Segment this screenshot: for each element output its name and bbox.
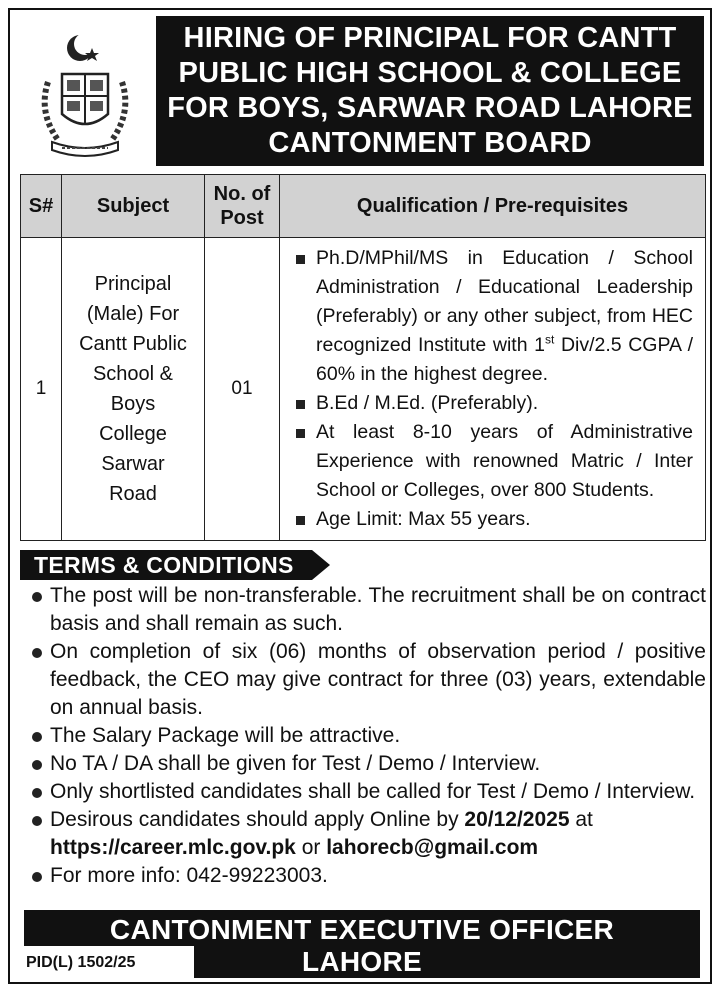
advertisement [8, 8, 712, 984]
email-link[interactable]: lahorecb@gmail.com [326, 836, 539, 859]
subject-line: Sarwar [101, 453, 165, 475]
term-item: For more info: 042-99223003. [30, 862, 706, 890]
qualification-item: Age Limit: Max 55 years. [294, 505, 693, 534]
subject-line: Cantt Public [79, 333, 187, 355]
header-posts-line2: Post [220, 207, 264, 229]
subject-line: Boys [110, 393, 156, 415]
qualification-item: At least 8-10 years of Administrative Experience with renowned Matric / Inter School or Colleges, over 800 Students. [294, 418, 693, 505]
header-posts [205, 175, 280, 238]
title-line: PUBLIC HIGH SCHOOL & COLLEGE [178, 57, 682, 89]
header [10, 10, 710, 170]
header-sn: S# [21, 175, 62, 238]
pid-box [24, 946, 194, 978]
subject-line: (Male) For [86, 303, 180, 325]
terms-list [30, 582, 706, 890]
header-subject: Subject [62, 175, 205, 238]
title-line: HIRING OF PRINCIPAL FOR CANTT [183, 22, 677, 54]
apply-url-link[interactable]: https://career.mlc.gov.pk [50, 836, 296, 859]
subject-line: College [99, 423, 167, 445]
terms-heading [20, 550, 330, 580]
qualification-item: B.Ed / M.Ed. (Preferably). [294, 389, 693, 418]
terms-heading-text: TERMS & CONDITIONS [34, 552, 294, 578]
term-item: The post will be non-transferable. The recruitment shall be on contract basis and shall remain as such. [30, 582, 706, 638]
subject-line: Road [109, 483, 157, 505]
qualification-list [294, 244, 693, 534]
qualification-item: Ph.D/MPhil/MS in Education / School Administration / Educational Leadership (Preferably) or any other subject, from HEC recognized Institute with 1st Div/2.5 CGPA / 60% in the highest degree. [294, 244, 693, 389]
issuer-title: CANTONMENT EXECUTIVE OFFICER [109, 914, 615, 945]
ad-title [156, 16, 704, 166]
issuer-location: LAHORE [301, 946, 423, 977]
term-item: The Salary Package will be attractive. [30, 722, 706, 750]
cell-posts: 01 [205, 238, 280, 541]
cell-qualifications [280, 238, 706, 541]
table-header-row [21, 175, 706, 238]
footer [24, 910, 700, 978]
pid-number: PID(L) 1502/25 [26, 954, 136, 971]
header-qualification: Qualification / Pre-requisites [280, 175, 706, 238]
term-item: Desirous candidates should apply Online by 20/12/2025 at https://career.mlc.gov.pk or lahorecb@gmail.com [30, 806, 706, 862]
subject-line: School & [92, 363, 174, 385]
title-line: FOR BOYS, SARWAR ROAD LAHORE [167, 92, 693, 124]
header-posts-line1: No. of [213, 183, 271, 205]
term-item: No TA / DA shall be given for Test / Demo / Interview. [30, 750, 706, 778]
posts-table [20, 174, 706, 541]
subject-line: Principal [94, 273, 172, 295]
cell-subject [62, 238, 205, 541]
state-emblem-icon [20, 22, 150, 162]
title-line: CANTONMENT BOARD [268, 127, 592, 159]
term-item: Only shortlisted candidates shall be called for Test / Demo / Interview. [30, 778, 706, 806]
deadline-date: 20/12/2025 [464, 808, 570, 831]
cell-sn: 1 [21, 238, 62, 541]
term-item: On completion of six (06) months of observation period / positive feedback, the CEO may give contract for three (03) years, extendable on annual basis. [30, 638, 706, 722]
table-row [21, 238, 706, 541]
